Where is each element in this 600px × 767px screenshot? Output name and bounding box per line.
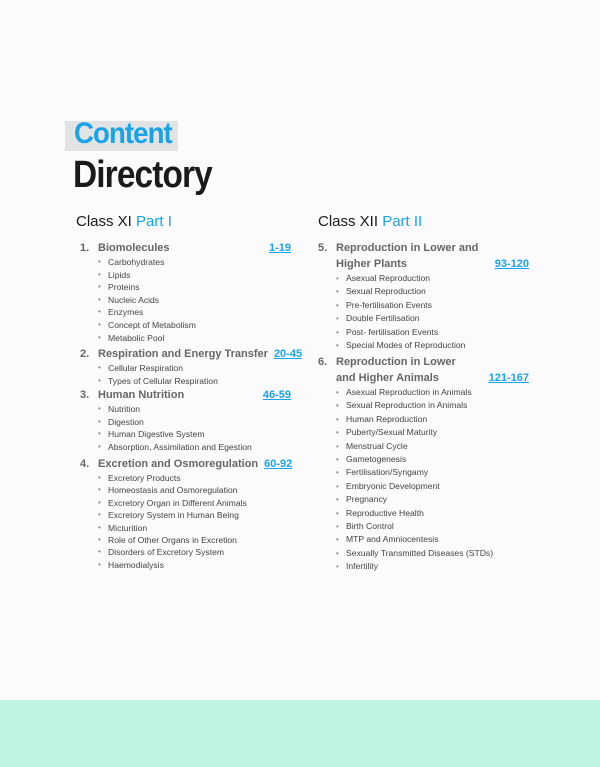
subtopic-item: • Gametogenesis xyxy=(336,453,529,466)
subtopic-item: • Haemodialysis xyxy=(98,559,292,571)
page-range-link[interactable]: 93-120 xyxy=(494,258,529,270)
section-title-row xyxy=(80,387,291,403)
subtopic-item: • Enzymes xyxy=(98,306,291,319)
subtopic-list xyxy=(336,272,529,352)
section-number: 5. xyxy=(318,242,328,254)
section-title-row xyxy=(80,240,291,256)
subtopic-item: • Menstrual Cycle xyxy=(336,440,529,453)
heading-content: Content xyxy=(74,117,172,150)
class-xi-heading xyxy=(76,213,172,230)
footer-band xyxy=(0,700,600,767)
toc-section xyxy=(80,240,291,344)
section-number: 4. xyxy=(80,458,90,470)
subtopic-item: • Asexual Reproduction xyxy=(336,272,529,285)
subtopic-item: • Concept of Metabolism xyxy=(98,319,291,332)
subtopic-item: • Absorption, Assimilation and Egestion xyxy=(98,441,291,454)
subtopic-item: • Human Digestive System xyxy=(98,428,291,441)
subtopic-item: • Fertilisation/Syngamy xyxy=(336,466,529,479)
class-xii-heading xyxy=(318,213,422,230)
subtopic-item: • Disorders of Excretory System xyxy=(98,546,292,558)
section-title: Excretion and Osmoregulation xyxy=(98,458,259,470)
section-title-row xyxy=(80,346,302,362)
subtopic-item: • Sexual Reproduction in Animals xyxy=(336,399,529,412)
subtopic-item: • Proteins xyxy=(98,281,291,294)
section-title: Reproduction in Lower and xyxy=(336,242,479,254)
subtopic-item: • Role of Other Organs in Excretion xyxy=(98,534,292,546)
subtopic-item: • Homeostasis and Osmoregulation xyxy=(98,484,292,496)
subtopic-list xyxy=(336,386,529,574)
toc-section xyxy=(318,354,529,574)
subtopic-item: • Infertility xyxy=(336,560,529,573)
class-label: Class XI xyxy=(76,213,132,230)
page-range-link[interactable]: 20-45 xyxy=(273,348,303,360)
subtopic-item: • Sexually Transmitted Diseases (STDs) xyxy=(336,547,529,560)
section-title-row xyxy=(80,456,292,472)
subtopic-item: • Micturition xyxy=(98,522,292,534)
section-title: Biomolecules xyxy=(98,242,170,254)
section-title-row-2 xyxy=(318,256,529,272)
heading-directory: Directory xyxy=(73,154,212,196)
class-label: Class XII xyxy=(318,213,379,230)
section-number: 6. xyxy=(318,356,328,368)
subtopic-item: • Digestion xyxy=(98,416,291,429)
toc-section xyxy=(80,456,292,571)
section-title: Respiration and Energy Transfer xyxy=(98,348,268,360)
section-number: 3. xyxy=(80,389,90,401)
subtopic-item: • Excretory System in Human Being xyxy=(98,509,292,521)
subtopic-item: • Types of Cellular Respiration xyxy=(98,375,302,388)
subtopic-item: • Excretory Products xyxy=(98,472,292,484)
toc-section xyxy=(80,346,302,388)
subtopic-item: • Human Reproduction xyxy=(336,413,529,426)
page-range-link[interactable]: 1-19 xyxy=(268,242,291,254)
section-title-row-2 xyxy=(318,370,529,386)
subtopic-item: • Pre-fertilisation Events xyxy=(336,299,529,312)
subtopic-item: • Double Fertilisation xyxy=(336,312,529,325)
section-title: Human Nutrition xyxy=(98,389,185,401)
subtopic-item: • Birth Control xyxy=(336,520,529,533)
section-number: 2. xyxy=(80,348,90,360)
section-title-row xyxy=(318,240,529,256)
subtopic-item: • Reproductive Health xyxy=(336,507,529,520)
subtopic-list xyxy=(98,403,291,453)
subtopic-item: • Carbohydrates xyxy=(98,256,291,269)
subtopic-item: • Nucleic Acids xyxy=(98,294,291,307)
subtopic-item: • Embryonic Development xyxy=(336,480,529,493)
subtopic-item: • Excretory Organ in Different Animals xyxy=(98,497,292,509)
subtopic-item: • MTP and Amniocentesis xyxy=(336,533,529,546)
subtopic-list xyxy=(98,472,292,571)
subtopic-item: • Metabolic Pool xyxy=(98,332,291,345)
part-label: Part I xyxy=(136,213,172,230)
subtopic-list xyxy=(98,362,302,388)
part-label: Part II xyxy=(382,213,423,230)
subtopic-item: • Pregnancy xyxy=(336,493,529,506)
section-title-row xyxy=(318,354,529,370)
subtopic-list xyxy=(98,256,291,344)
section-number: 1. xyxy=(80,242,90,254)
subtopic-item: • Cellular Respiration xyxy=(98,362,302,375)
section-title: Reproduction in Lower xyxy=(336,356,456,368)
section-title-line2: and Higher Animals xyxy=(336,372,439,384)
section-title-line2: Higher Plants xyxy=(336,258,407,270)
subtopic-item: • Sexual Reproduction xyxy=(336,285,529,298)
page-range-link[interactable]: 60-92 xyxy=(264,458,293,470)
subtopic-item: • Post- fertilisation Events xyxy=(336,326,529,339)
subtopic-item: • Nutrition xyxy=(98,403,291,416)
subtopic-item: • Asexual Reproduction in Animals xyxy=(336,386,529,399)
page-range-link[interactable]: 121-167 xyxy=(488,372,529,384)
subtopic-item: • Lipids xyxy=(98,269,291,282)
toc-section xyxy=(318,240,529,352)
subtopic-item: • Puberty/Sexual Maturity xyxy=(336,426,529,439)
page-range-link[interactable]: 46-59 xyxy=(262,389,291,401)
toc-section xyxy=(80,387,291,453)
subtopic-item: • Special Modes of Reproduction xyxy=(336,339,529,352)
